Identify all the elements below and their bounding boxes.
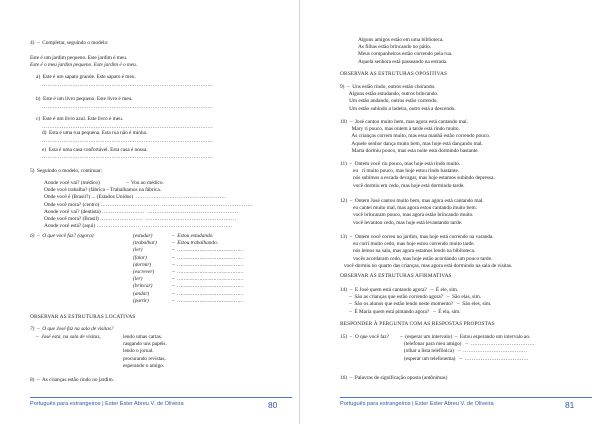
ex6-answer: – …………………………………… (172, 276, 244, 283)
ex9-line: Um estão subindo a ladeira, outro está a descendo. (340, 105, 456, 112)
ex4-item-c-blank: …………………………………………………………………………………… (42, 124, 213, 130)
ex15-heading: RESPONDER À PERGUNTA COM AS RESPOSTAS PROPOSTAS (340, 321, 495, 327)
ex6-verb: (partir) (133, 297, 149, 304)
ex13-line: 13) – Ontem você correu no jardim, mas hoje está correndo na varanda. (340, 234, 494, 240)
ex14-line: – São as crianças que estão correndo agora? – São elas, sim. (340, 294, 482, 301)
ex6-answer: – …………………………………… (172, 247, 244, 254)
ex14-line: – São os alunos que estão lendo neste momento? – São eles, sim. (340, 301, 492, 308)
ex15-rows (400, 334, 535, 363)
ex15-title: 15) – O que você faz? (340, 334, 389, 340)
ex4-model-line-2: Este é o meu jardim pequeno. Este jardim é o meu. (30, 62, 138, 68)
ex4-item-a: a) Este é um sapato grande. Este sapato é meu. (36, 74, 136, 80)
ex10-line: Marta dormiu pouco, mas esta noite está dormindo bastante. (340, 147, 479, 154)
ex5-row: Onde você é (Brasil?) ... (Estados Unidos) …………………………………………… (44, 194, 227, 201)
ex6-verb: (trabalhar) (133, 240, 157, 247)
ex10-line: Mary ri pouco, mas ontem à tarde está rindo muito. (340, 126, 460, 133)
ex4-item-b: b) Este é um livro pequeno. Este livro é meu. (36, 96, 133, 102)
ex6-verb: (ler) (133, 247, 143, 254)
ex11-line: nós subimos a escada devagar, mas hoje estamos subindo depressa. (340, 175, 495, 182)
ex12 (340, 198, 484, 227)
ex10 (340, 119, 490, 155)
ex10-line: 10) – José cantou muito bem, mas agora está cantando mal. (340, 119, 468, 125)
obs-afirmativas-heading: OBSERVAR AS ESTRUTURAS AFIRMATIVAS (340, 273, 452, 279)
ex15-row: (olhar a lista telefônica) – ……………………………… (400, 348, 528, 355)
ex5-rows (44, 180, 253, 230)
ex12-line: eu cantei muito mal, mas agora estou cantando muito bem. (340, 205, 477, 212)
ex12-line: 12) – Ontem José cantou muito bem, mas agora está cantando mal. (340, 198, 484, 204)
ex13 (340, 234, 512, 270)
ex5-row: Onde você mora? (Brasil) …………………… …………………………………………… (44, 216, 237, 223)
ex6-verb: (andar) (133, 290, 150, 297)
ex15-row: – (esperar um intervalo) – Estou esperando um intervalo ao. (400, 334, 531, 340)
ex6-answer: – …………………………………… (172, 261, 244, 268)
ex12-line: você levantou cedo, mas hoje está levantando tarde. (340, 219, 463, 226)
ex6-answer: – …………………………………… (172, 283, 244, 290)
ex8-title: 8) – As crianças estão rindo no jardim. (30, 377, 114, 383)
footer-rule (340, 397, 592, 398)
ex7-row: lendo umas cartas. (123, 334, 163, 340)
ex6-verbs (133, 233, 157, 305)
ex6-verb: (dormir) (133, 261, 152, 268)
ex16-title: 16) – Palavras de significação oposta (antônimas) (340, 375, 448, 381)
ex6-verb: (escrever) (133, 269, 155, 276)
ex5-row: Aonde você está? (aqui) …………………… …………………………………………… (44, 223, 233, 230)
ex6-verb: (estudar) (133, 233, 153, 239)
page-number: 80 (268, 400, 278, 410)
ex6-title: 6) – O que você faz? (agora) (30, 233, 94, 239)
ex4-item-e-blank: …………………………………………………………………………………… (42, 154, 213, 160)
ex15-row: (esperar um telefonema) – ……………………………… (400, 355, 529, 362)
ex6-answer: – …………………………………… (172, 297, 244, 304)
ex6-verb: (ler) (133, 276, 143, 283)
ex14-line: 14) – E José quem está cantando agora? – É ele, sim. (340, 287, 459, 293)
ex13-line: eu corri muito cedo, mas hoje estou correndo muito tarde. (340, 241, 475, 248)
ex6-verb: (falar) (133, 254, 147, 261)
ex6-answer: – …………………………………… (172, 254, 244, 261)
ex9-line: Um estão andando, outros estão correndo. (340, 98, 438, 105)
ex9-line: Alguns estão estudando, outros brincando. (340, 91, 439, 98)
ex6-answer: – Estou trabalhando. (172, 240, 218, 247)
text-line: Alguns amigos estão em uma biblioteca. (358, 37, 444, 43)
ex4-model-line-1: Este é um jardim pequeno. Este jardim é meu. (30, 55, 128, 61)
ex6-answer: – …………………………………… (172, 269, 244, 276)
ex6-answer: – …………………………………… (172, 290, 244, 297)
obs-opositivas-heading: OBSERVAR AS ESTRUTURAS OPOSITIVAS (340, 71, 448, 77)
ex5-row: Onde você trabalha? (fábrica – Trabalhamos na fábrica. (44, 187, 162, 194)
ex9-line: 9) – Uns estão rindo, outros estão chorando. (340, 84, 436, 90)
ex13-line: nós lemos na sala, mas agora estamos lendo na biblioteca. (340, 248, 476, 255)
ex11-line: você dormiu em cedo, mas hoje está dormindo tarde. (340, 182, 465, 189)
ex11 (340, 161, 495, 190)
right-page (300, 0, 600, 424)
ex4-item-c: c) Este é um livro azul. Este livro é meu. (36, 116, 124, 122)
text-line: Aquela senhora está passeando na estrada. (358, 58, 448, 65)
ex13-line: você dormiu no quarto das crianças, mas agora está dormindo na sala de visitas. (340, 262, 513, 269)
text-line: Meus companheiros estão correndo pela rua. (358, 51, 453, 58)
ex9 (340, 84, 456, 113)
top-lines (358, 37, 452, 66)
ex6-verb: (brincar) (133, 283, 153, 290)
ex14-line: – É Maria quem está pintando agora? – É ela, sim. (340, 308, 461, 315)
ex11-line: eu ri muito pouco, mas hoje estou rindo bastante. (340, 168, 460, 175)
ex15-row: (telefonar para meu amigo) – ……………………………… (400, 341, 535, 348)
ex7-row: esperando o amigo. (123, 362, 165, 369)
ex4-item-a-blank: …………………………………………………………………………………… (42, 82, 213, 88)
ex7-row: lendo o jornal. (123, 348, 154, 355)
ex10-line: As crianças correm muito, mas essa manhã estão correndo pouco. (340, 133, 491, 140)
footer-text: Português para estrangeiros | Ester Ester Abreu V. de Oliveira (30, 401, 184, 407)
ex12-line: você brincaram pouco, mas agora estão brincando muito. (340, 212, 474, 219)
footer-text: Português para estrangeiros | Ester Ester Abreu V. de Oliveira (340, 401, 494, 407)
ex11-line: 11) – Ontem você riu pouco, mas hoje está rindo muito. (340, 161, 461, 167)
ex5-row: Aonde você vai? (médico) – Vou ao médico. (44, 180, 164, 186)
ex4-item-d-blank: …………………………………………………………………………………… (42, 138, 213, 144)
ex13-line: vocês acordaram cedo, mas hoje estão acordando um pouco tarde. (340, 255, 493, 262)
ex7-row: procurando revistas. (123, 355, 166, 362)
ex5-row: Onde você mora? (centro) …………………………… …………………………………………… (44, 201, 253, 208)
footer-rule (30, 397, 292, 398)
ex7-title: 7) – O que José faz na sala de visitas? (30, 326, 114, 332)
ex7-rows (123, 334, 167, 370)
obs-locativas-heading: OBSERVAR AS ESTRUTURAS LOCATIVAS (30, 314, 136, 320)
ex10-line: Aquele senhor dança muito bem, mas hoje está dançando mal. (340, 140, 483, 147)
ex6-answers (172, 233, 244, 305)
ex4-item-d: d) Esta é uma rua pequena. Esta rua não é minha. (42, 130, 148, 136)
page-number: 81 (565, 400, 575, 410)
ex4-item-b-blank: …………………………………………………………………………………… (42, 104, 213, 110)
ex4-title: 4) – Completar, seguindo o modelo: (30, 40, 109, 46)
ex5-title: 5) Seguindo o modelo, continuar: (30, 168, 103, 174)
ex14 (340, 287, 491, 316)
ex4-item-e: e) Esta é uma casa confortável. Esta casa é nossa. (42, 147, 148, 153)
text-line: As filhas estão brincando no pátio. (358, 44, 432, 51)
ex7-row: rasgando uns papéis. (123, 341, 167, 348)
ex5-row: Aonde você vai? (dentista) …………………… …………………………………………… (44, 208, 239, 215)
ex6-answer: – Estou estudando. (172, 233, 214, 239)
ex7-lead: – José está, na sala de visitas, (36, 334, 101, 340)
